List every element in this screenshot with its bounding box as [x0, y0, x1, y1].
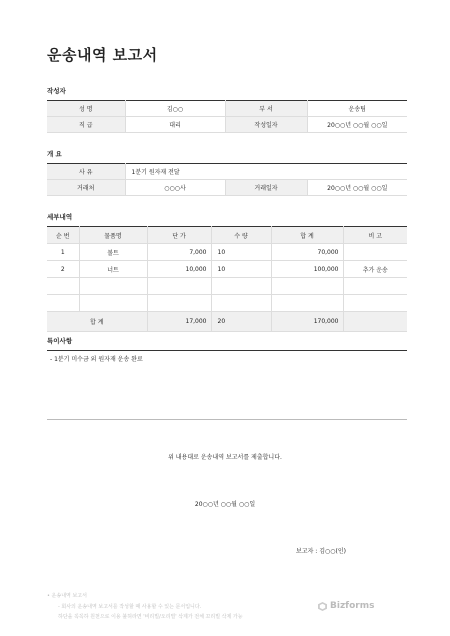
reporter-signature: 보고자 : 김○○(인): [296, 548, 346, 555]
cell-note: [343, 295, 407, 312]
submission-statement: 위 내용대로 운송내역 보고서를 제출합니다.: [168, 454, 282, 461]
page-title: 운송내역 보고서: [47, 46, 158, 64]
table-row: [47, 278, 407, 295]
written-date-label: 작성일자: [225, 117, 307, 133]
footer-description: - 회사의 운송내역 보고서를 작성할 때 사용할 수 있는 문서입니다.: [58, 604, 202, 610]
col-header: 비 고: [343, 227, 407, 244]
table-row: [47, 295, 407, 312]
trade-date-value: 20○○년 ○○월 ○○일: [307, 180, 407, 196]
cell-qty: 10: [211, 244, 271, 261]
bizforms-logo-text: Bizforms: [330, 601, 375, 611]
table-row: [47, 244, 407, 261]
footer-instruction: 하단을 꼭꼭하 원천으로 이용 불허라면 '비리빌/오리빌' 삭제가 전체 꼬리빌 삭제 가능: [58, 614, 243, 620]
cell-item: [79, 278, 147, 295]
col-header: 단 가: [147, 227, 211, 244]
written-date-value: 20○○년 ○○월 ○○일: [307, 117, 407, 133]
cell-no: [47, 295, 79, 312]
name-value: 김○○: [125, 101, 225, 117]
col-header: 수 량: [211, 227, 271, 244]
cell-qty: [211, 278, 271, 295]
cell-qty: 10: [211, 261, 271, 278]
trade-date-label: 거래일자: [225, 180, 307, 196]
cell-note: 추가 운송: [343, 261, 407, 278]
total-unit-price: 17,000: [147, 312, 211, 332]
dept-value: 운송팀: [307, 101, 407, 117]
cell-unit-price: [147, 295, 211, 312]
section-author-heading: 작성자: [47, 87, 66, 95]
cell-item: 볼트: [79, 244, 147, 261]
rank-label: 직 급: [47, 117, 125, 133]
note-text: - 1분기 미수금 외 원자재 운송 완료: [50, 356, 143, 363]
name-label: 성 명: [47, 101, 125, 117]
overview-table: [47, 163, 407, 196]
total-note: [343, 312, 407, 332]
total-sum: 170,000: [271, 312, 343, 332]
cell-sum: 100,000: [271, 261, 343, 278]
bizforms-logo-icon: [318, 602, 327, 611]
cell-item: [79, 295, 147, 312]
client-value: ○○○사: [125, 180, 225, 196]
col-header: 물품명: [79, 227, 147, 244]
cell-unit-price: 10,000: [147, 261, 211, 278]
total-qty: 20: [211, 312, 271, 332]
cell-sum: [271, 278, 343, 295]
cell-note: [343, 278, 407, 295]
cell-no: 1: [47, 244, 79, 261]
client-label: 거래처: [47, 180, 125, 196]
cell-item: 너트: [79, 261, 147, 278]
cell-qty: [211, 295, 271, 312]
author-table: [47, 100, 407, 133]
submission-date: 20○○년 ○○월 ○○일: [194, 501, 256, 508]
reason-value: 1분기 원자재 전달: [125, 164, 407, 180]
cell-sum: 70,000: [271, 244, 343, 261]
cell-sum: [271, 295, 343, 312]
col-header: 순 번: [47, 227, 79, 244]
rank-value: 대리: [125, 117, 225, 133]
reason-label: 사 유: [47, 164, 125, 180]
total-label: 합 계: [47, 312, 147, 332]
total-row: [47, 312, 407, 332]
cell-no: [47, 278, 79, 295]
cell-unit-price: [147, 278, 211, 295]
footer-title: • 운송내역 보고서: [47, 593, 87, 599]
cell-unit-price: 7,000: [147, 244, 211, 261]
details-table: [47, 226, 407, 332]
col-header: 합 계: [271, 227, 343, 244]
cell-note: [343, 244, 407, 261]
table-row: [47, 261, 407, 278]
section-overview-heading: 개 요: [47, 150, 62, 158]
cell-no: 2: [47, 261, 79, 278]
section-notes-heading: 특이사항: [47, 337, 73, 345]
dept-label: 부 서: [225, 101, 307, 117]
section-details-heading: 세부내역: [47, 213, 73, 221]
